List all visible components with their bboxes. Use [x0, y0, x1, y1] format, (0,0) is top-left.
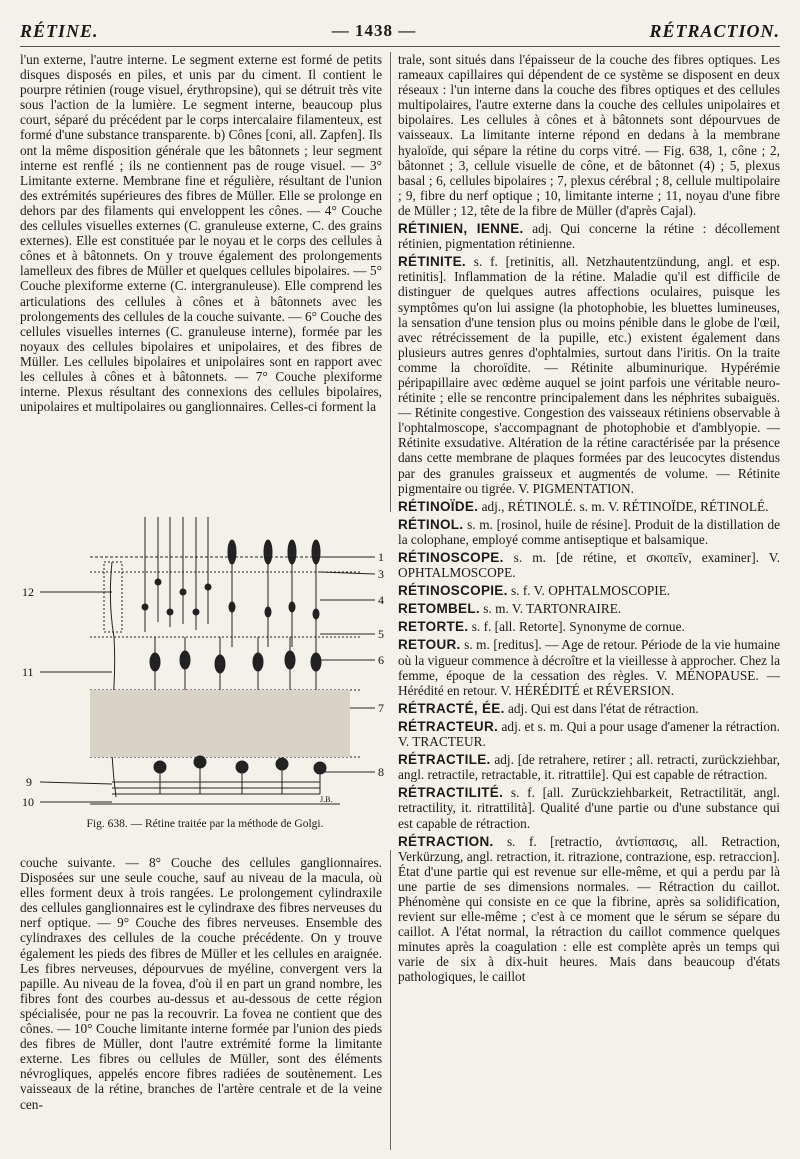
header-rule — [20, 46, 780, 47]
headword: RÉTINOÏDE. — [398, 498, 479, 514]
dictionary-entry: RÉTINOÏDE. adj., RÉTINOLÉ. s. m. V. RÉTINOÏDE, RÉTINOLÉ. — [398, 498, 769, 514]
dictionary-entry: RETORTE. s. f. [all. Retorte]. Synonyme de cornue. — [398, 619, 685, 635]
paragraph: l'un externe, l'autre interne. Le segment externe est formé de petits disques disposés en piles, et unis par du ciment. Il contient le pourpre rétinien (rouge visuel, érythropsine), qui se détruit très vite sous l'action de la lumière. Le segment interne, beaucoup plus court, séparé du précédent par le corps intercalaire filamenteux, est formé d'une substance transparente. b) Cônes [coni, all. Zapfen]. Ils ont la même disposition générale que les bâtonnets ; leur segment interne est renflé ; ils ne contiennent pas de rouge visuel. — 3° Limitante externe. Membrane fine et régulière, résultant de l'union des extrémités supérieures des fibres de Müller. Elle se prolonge en dehors par des filaments qui enveloppent les cônes. — 4° Couche des cellules visuelles externes (C. granuleuse externe, C. des grains externes). Elle est constituée par le noyau et le corps des cellules à cônes et à bâtonnets. On y trouve également des prolongements lamelleux des fibres de Müller et quelques cellules bipolaires. — 5° Couche plexiforme externe (C. intergranuleuse). Elle comprend les articulations des cellules à cônes et à bâtonnets avec les prolongements des cellules de la couche suivante. — 6° Couche des cellules visuelles internes (C. granuleuse interne), formée par les noyaux des cellules bipolaires et unipolaires, et des fibres de Müller. Les cellules bipolaires et unipolaires sont en rapport avec les cellules à cônes et à bâtonnets. — 7° Couche plexiforme interne. Plexus résultant des connexions des cellules bipolaires, unipolaires et multipolaires ou ganglionnaires. Celles-ci forment la — [20, 52, 382, 415]
headword: RETORTE. — [398, 619, 469, 635]
figure-label: 12 — [22, 585, 34, 599]
right-column — [398, 52, 780, 985]
dictionary-entry: RETOMBEL. s. m. V. TARTONRAIRE. — [398, 601, 622, 617]
dictionary-entry: RÉTINOSCOPIE. s. f. V. OPHTALMOSCOPIE. — [398, 583, 671, 599]
paragraph: trale, sont situés dans l'épaisseur de la couche des fibres optiques. Les rameaux capillaires qui dépendent de ce système se disposent en deux réseaux : l'un interne dans la couche des fibres optiques et des cellules multipolaires, l'autre externe dans la couche des cellules unipolaires et bipolaires. Les cellules à cônes et à bâtonnets sont dépourvues de vaisseaux. La limitante interne répond en dedans à la membrane hyaloïde, qui sépare la rétine du corps vitré. — Fig. 638, 1, cône ; 2, bâtonnet ; 3, cellule visuelle de cône, et de bâtonnet (4) ; 5, plexus basal ; 6, cellules bipolaires ; 7, plexus cérébral ; 8, cellule multipolaire ; 9, fibre du nerf optique ; 10, limitante interne ; 11, noyau d'une fibre de Müller ; 12, tête de la fibre de Müller (d'après Cajal). — [398, 52, 780, 218]
figure-label: 10 — [22, 795, 34, 809]
figure-label: 4 — [378, 593, 384, 607]
dictionary-entry: RETOUR. s. m. [reditus]. — Age de retour. Période de la vie humaine où la vigueur commence à décroître et la vieillesse à approcher. Chez la femme, époque de la cessation des règles. V. MÉNOPAUSE. — Hérédité en retour. V. HÉRÉDITÉ et RÉVERSION. — [398, 637, 780, 698]
headword: RÉTRACTEUR. — [398, 718, 499, 734]
headword: RÉTRACTION. — [398, 833, 494, 849]
dictionary-entry: RÉTINOSCOPE. s. m. [de rétine, et σκοπεῖν, examiner]. V. OPHTALMOSCOPE. — [398, 550, 780, 581]
header-left-word: RÉTINE. — [20, 20, 99, 41]
cones — [228, 540, 320, 647]
figure-label: 1 — [378, 550, 384, 564]
figure-label: 11 — [22, 665, 34, 679]
figure-label: 3 — [378, 567, 384, 581]
optic-nerve-fibres — [112, 782, 320, 794]
column-divider — [390, 850, 391, 1150]
headword: RETOMBEL. — [398, 601, 480, 617]
running-header — [20, 14, 780, 48]
figure-caption: Fig. 638. — Rétine traitée par la méthode de Golgi. — [86, 818, 324, 830]
muller-fiber — [110, 562, 116, 797]
headword: RÉTINOSCOPIE. — [398, 583, 508, 599]
headword: RÉTRACTÉ, ÉE. — [398, 700, 505, 716]
headword: RÉTRACTILE. — [398, 752, 491, 768]
left-column-bottom — [20, 855, 382, 1112]
retina-figure — [20, 512, 390, 842]
headword: RÉTRACTILITÉ. — [398, 785, 504, 801]
retina-illustration — [20, 512, 390, 812]
dictionary-entry: RÉTINITE. s. f. [retinitis, all. Netzhautentzündung, angl. et esp. retinitis]. Inflammation de la rétine. Maladie qu'il est difficile de distinguer de quelques autres affections oculaires, puisque les symptômes qu'on lui assigne (la photophobie, les bluettes lumineuses, la sensation d'une tension plus ou moins pénible dans le globe de l'œil, avec rétrécissement de la pupille, etc.) existent également dans plusieurs autres genres d'ophtalmies, surtout dans l'iritis. On la traite comme la choroïdite. — Rétinite albuminurique. Hypérémie péripapillaire avec œdème auquel se joint parfois une véritable neuro-rétinite ; elle se rencontre principalement dans les néphrites subaiguës. — Rétinite congestive. Congestion des vaisseaux rétiniens observable à l'ophtalmoscope, s'accompagnant de photophobie et d'amblyopie. — Rétinite exsudative. Altération de la rétine caractérisée par la présence dans cette membrane de plaques formées par des leucocytes distendus par des granules graisseux et augmentés de volume. — Rétinite pigmentaire ou tigrée. V. PIGMENTATION. — [398, 254, 780, 496]
pointer-line — [40, 782, 112, 784]
headword: RÉTINOSCOPE. — [398, 550, 504, 565]
left-column-top — [20, 52, 382, 414]
headword: RÉTINIEN, IENNE. — [398, 221, 524, 237]
dictionary-entry: RÉTRACTÉ, ÉE. adj. Qui est dans l'état de rétraction. — [398, 700, 699, 716]
figure-label: 6 — [378, 653, 384, 667]
dictionary-entry: RÉTRACTEUR. adj. et s. m. Qui a pour usage d'amener la rétraction. V. TRACTEUR. — [398, 718, 780, 750]
figure-label: 8 — [378, 765, 384, 779]
page-number: — 1438 — — [331, 21, 417, 40]
plexiform-layer — [90, 690, 350, 757]
dictionary-entry: RÉTINOL. s. m. [rosinol, huile de résine]. Produit de la distillation de la colophane, employé comme antiseptique et balsamique. — [398, 516, 780, 547]
headword: RÉTINOL. — [398, 516, 464, 532]
figure-signature: J.B. — [320, 795, 333, 804]
paragraph: couche suivante. — 8° Couche des cellules ganglionnaires. Disposées sur une seule couche, sauf au niveau de la macula, où elles forment deux à trois rangées. Le prolongement cylindraxile des cellules ganglionnaires est le cylindraxe des fibres nerveuses du nerf optique. — 9° Couche des fibres nerveuses. Ensemble des cylindraxes des cellules de la couche précédente. On y trouve également les pieds des fibres de Müller et les cellules en araignée. Les fibres nerveuses, dépourvues de myéline, convergent vers la papille. Au niveau de la fovea, d'où il en part un grand nombre, les fibres font des courbes au-dessus et au-dessous de cette région spécialisée, pour ne pas la recouvrir. La fovea ne contient que des cônes. — 10° Couche limitante interne formée par l'union des pieds des fibres de Müller, dont l'autre extrémité forme la limitante externe. Les fibres ou cellules de Müller, sont des éléments névrogliques, appelés encore fibres radiées de soutènement. Les vaisseaux de la rétine, branches de l'artère centrale et de la veine cen- — [20, 855, 382, 1112]
headword: RÉTINITE. — [398, 254, 466, 270]
dictionary-entry: RÉTRACTILITÉ. s. f. [all. Zurückziehbarkeit, Retractilität, angl. retractility, it. ritrattilità]. Qualité d'une partie ou d'une substance qui est capable de rétraction. — [398, 785, 780, 831]
column-divider — [390, 52, 391, 512]
headword: RETOUR. — [398, 637, 461, 653]
figure-label: 5 — [378, 627, 384, 641]
figure-label: 9 — [26, 775, 32, 789]
figure-label: 7 — [378, 701, 384, 715]
rods — [142, 517, 211, 632]
dictionary-entry: RÉTINIEN, IENNE. adj. Qui concerne la rétine : décollement rétinien, pigmentation rétinienne. — [398, 221, 780, 252]
dictionary-entry: RÉTRACTION. s. f. [retractio, ἀντίσπασις, all. Retraction, Verkürzung, angl. retraction, it. ritrazione, contrazione, esp. retraccion]. État d'une partie qui est revenue sur elle-même, et qui a perdu par là une partie de ses dimensions normales. — Rétraction du caillot. Phénomène qui consiste en ce que la fibrine, après sa solidification, revient sur elle-même ; c'est à ce moment que le sérum se sépare du caillot. A l'état normal, la rétraction du caillot commence quelques minutes après la coagulation : elle est complète après un temps qui varie de six à dix-huit heures. Mais dans beaucoup d'états pathologiques, le caillot — [398, 833, 780, 985]
header-right-word: RÉTRACTION. — [649, 20, 780, 41]
dictionary-entry: RÉTRACTILE. adj. [de retrahere, retirer ; all. retracti, zurückziehbar, angl. retractile, retractable, it. ritrattile]. Qui est capable de rétraction. — [398, 752, 780, 783]
